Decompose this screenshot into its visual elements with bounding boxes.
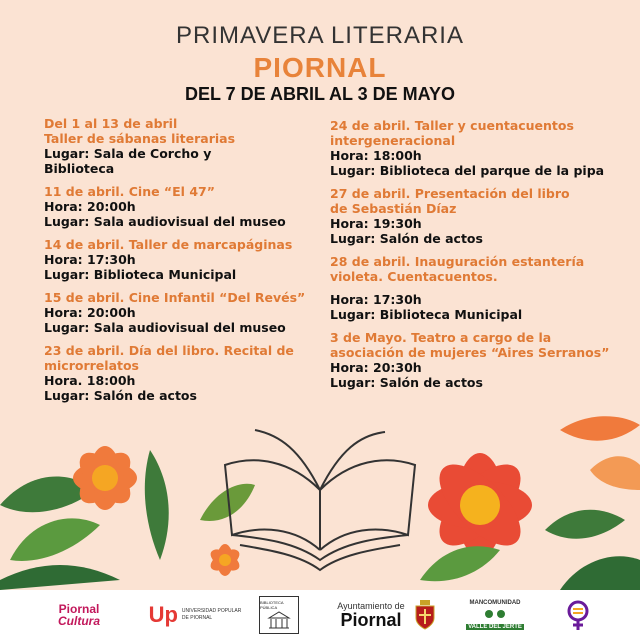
event-item — [330, 186, 635, 246]
orange-flower-small — [207, 544, 243, 576]
logo-piornal-cultura-a: Piornal — [58, 602, 100, 616]
event-title: asociación de mujeres “Aires Serranos” — [330, 345, 610, 360]
event-title: 23 de abril. Día del libro. Recital de — [44, 343, 294, 358]
logo-ayto-text-1: Ayuntamiento de — [337, 601, 405, 611]
event-item — [44, 290, 344, 335]
event-item — [44, 237, 344, 282]
coat-of-arms-icon — [414, 600, 436, 630]
event-time: Hora: 19:30h — [330, 216, 422, 231]
event-item — [330, 330, 635, 390]
town-name: PIORNAL — [253, 52, 387, 83]
event-time: Hora: 17:30h — [330, 292, 422, 307]
event-place: Lugar: Biblioteca Municipal — [330, 307, 523, 322]
orange-flower-left — [71, 444, 139, 512]
red-flower-right — [426, 451, 533, 558]
event-item — [44, 184, 344, 229]
sponsor-logos-bar — [0, 590, 640, 640]
event-title: 3 de Mayo. Teatro a cargo de la — [330, 330, 552, 345]
event-title: intergeneracional — [330, 133, 456, 148]
event-title: Del 1 al 13 de abril — [44, 116, 178, 131]
event-time: Hora: 20:30h — [330, 360, 422, 375]
leaf-shape — [590, 456, 640, 490]
logo-ayto-text-2: Piornal — [340, 610, 402, 630]
event-title: 11 de abril. Cine “El 47” — [44, 184, 215, 199]
event-place: Lugar: Biblioteca Municipal — [44, 267, 237, 282]
building-icon — [267, 610, 291, 630]
event-time: Hora: 20:00h — [44, 305, 136, 320]
logo-mancomunidad-text-1: MANCOMUNIDAD — [469, 600, 521, 606]
logo-coat-of-arms — [410, 596, 440, 634]
leaf-shape — [10, 518, 100, 561]
logo-piornal-cultura — [34, 596, 124, 634]
event-item — [330, 254, 635, 322]
logo-up-mark: Up — [148, 602, 178, 627]
event-title: 27 de abril. Presentación del libro — [330, 186, 570, 201]
leaf-shape — [560, 556, 640, 590]
event-place: Lugar: Sala de Corcho y — [44, 146, 212, 161]
logo-universidad-popular — [140, 596, 250, 634]
event-time: Hora. 18:00h — [44, 373, 136, 388]
logo-biblioteca-text: BIBLIOTECA PÚBLICA — [260, 600, 284, 610]
logo-up-text-2: DE PIORNAL — [181, 615, 213, 621]
event-place: Lugar: Biblioteca del parque de la pipa — [330, 163, 605, 178]
equality-symbol-icon — [563, 598, 593, 632]
event-title: 24 de abril. Taller y cuentacuentos — [330, 118, 574, 133]
event-place: Lugar: Sala audiovisual del museo — [44, 214, 286, 229]
event-time: Hora: 20:00h — [44, 199, 136, 214]
leaf-shape — [0, 565, 120, 590]
event-item — [44, 343, 344, 403]
logo-biblioteca-publica — [256, 596, 302, 634]
page-title: PRIMAVERA LITERARIA — [176, 22, 464, 49]
logo-up-text-1: UNIVERSIDAD POPULAR — [181, 608, 242, 614]
event-title: Taller de sábanas literarias — [44, 131, 236, 146]
leaf-shape — [145, 450, 169, 560]
event-place: Lugar: Salón de actos — [44, 388, 197, 403]
event-title: 14 de abril. Taller de marcapáginas — [44, 237, 293, 252]
event-title: 15 de abril. Cine Infantil “Del Revés” — [44, 290, 306, 305]
events-right-column — [330, 118, 635, 398]
event-time: Hora: 17:30h — [44, 252, 136, 267]
leaf-shape — [420, 546, 500, 581]
logo-mancomunidad-valle-jerte — [460, 596, 530, 634]
book-and-flowers-illustration — [0, 410, 640, 590]
logo-ayuntamiento-piornal — [326, 596, 416, 634]
event-place: Biblioteca — [44, 161, 115, 176]
events-left-column — [44, 116, 344, 411]
logo-piornal-cultura-b: Cultura — [58, 614, 100, 628]
event-item — [44, 116, 344, 176]
event-title: microrrelatos — [44, 358, 140, 373]
open-book-drawing — [225, 430, 415, 570]
biblioteca-emblem — [259, 596, 299, 634]
event-place: Lugar: Sala audiovisual del museo — [44, 320, 286, 335]
event-spacer — [330, 284, 635, 292]
cherry-icon — [475, 607, 515, 619]
event-item — [330, 118, 635, 178]
date-range: DEL 7 DE ABRIL AL 3 DE MAYO — [184, 84, 456, 104]
logo-mancomunidad-text-2: VALLE DEL JERTE — [468, 624, 522, 630]
event-title: violeta. Cuentacuentos. — [330, 269, 498, 284]
event-title: de Sebastián Díaz — [330, 201, 457, 216]
event-place: Lugar: Salón de actos — [330, 231, 483, 246]
event-title: 28 de abril. Inauguración estantería — [330, 254, 585, 269]
event-place: Lugar: Salón de actos — [330, 375, 483, 390]
logo-equality — [560, 596, 596, 634]
event-time: Hora: 18:00h — [330, 148, 422, 163]
leaf-shape — [545, 510, 625, 539]
leaf-shape — [560, 416, 640, 440]
